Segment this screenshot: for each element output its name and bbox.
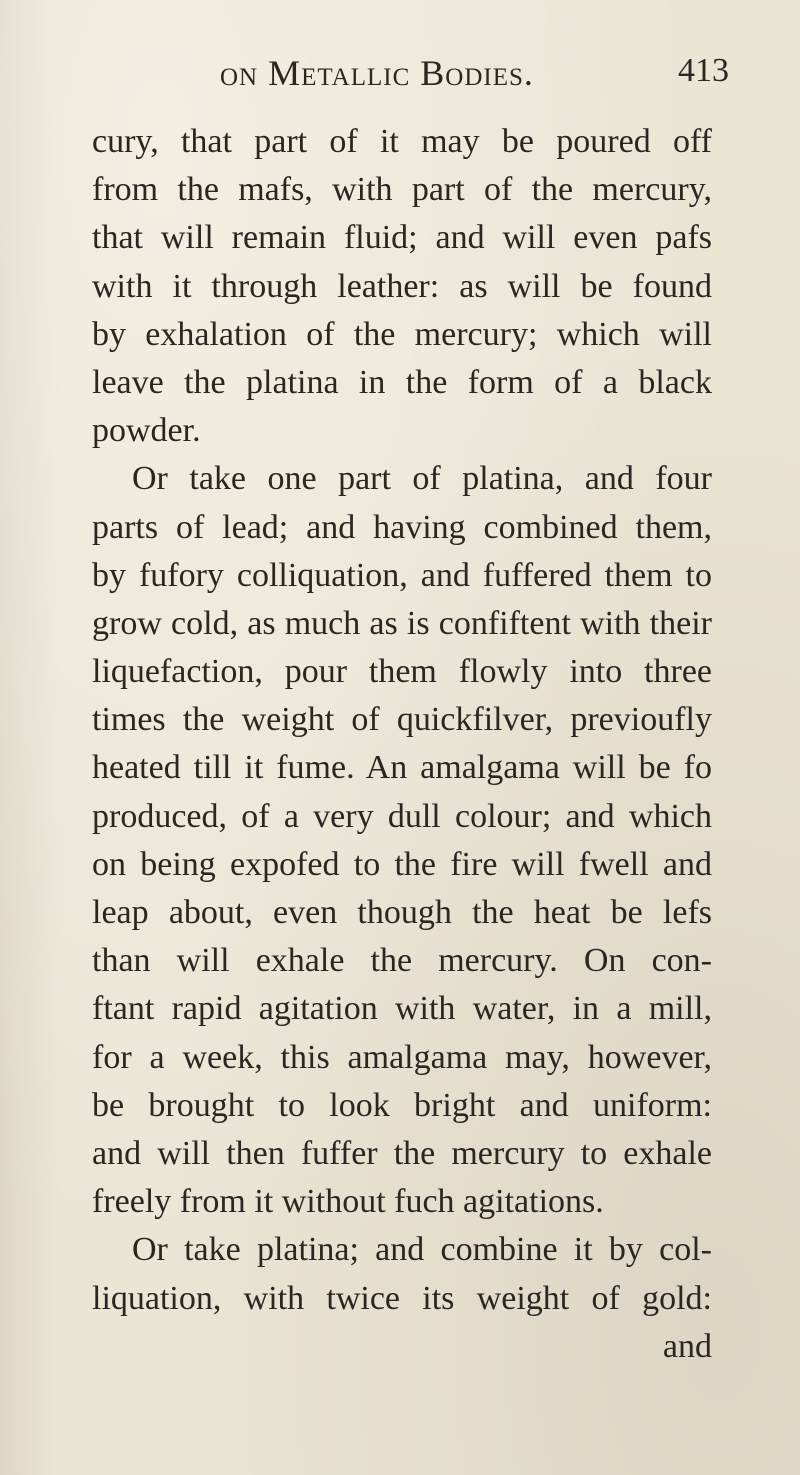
page-number: 413	[678, 52, 729, 89]
text-line: by fufory colliquation, and fuffered them to	[92, 556, 712, 594]
text-line: than will exhale the mercury. On con-	[92, 942, 712, 980]
text-line: leave the platina in the form of a black	[92, 363, 712, 401]
text-line: on being expofed to the fire will fwell and	[92, 845, 712, 883]
text-line: times the weight of quickfilver, previoufly	[92, 701, 712, 739]
text-line: grow cold, as much as is confiftent with their	[92, 604, 712, 642]
text-line: for a week, this amalgama may, however,	[92, 1038, 712, 1076]
text-line: ftant rapid agitation with water, in a mill,	[92, 990, 712, 1028]
text-line: produced, of a very dull colour; and which	[92, 797, 712, 835]
text-line: liquation, with twice its weight of gold:	[92, 1279, 712, 1317]
text-line: with it through leather: as will be found	[92, 267, 712, 305]
text-line: parts of lead; and having combined them,	[92, 508, 712, 546]
text-line: leap about, even though the heat be lefs	[92, 894, 712, 931]
text-line: that will remain fluid; and will even pafs	[92, 219, 712, 257]
text-line: from the mafs, with part of the mercury,	[92, 171, 712, 209]
text-line: powder.	[92, 412, 201, 450]
running-head-title: on Metallic Bodies.	[220, 53, 534, 93]
running-head	[0, 52, 800, 102]
text-line: cury, that part of it may be poured off	[92, 123, 712, 160]
text-line: freely from it without fuch agitations.	[92, 1183, 604, 1221]
body-text	[92, 118, 712, 1371]
text-line: heated till it fume. An amalgama will be fo	[92, 749, 712, 787]
text-line: be brought to look bright and uniform:	[92, 1086, 712, 1124]
text-line: Or take platina; and combine it by col-	[132, 1231, 712, 1269]
catchword: and	[662, 1327, 712, 1365]
text-line: and will then fuffer the mercury to exhale	[92, 1134, 712, 1172]
text-line: liquefaction, pour them flowly into three	[92, 653, 712, 691]
text-line: by exhalation of the mercury; which will	[92, 315, 712, 353]
text-line: Or take one part of platina, and four	[132, 460, 712, 498]
